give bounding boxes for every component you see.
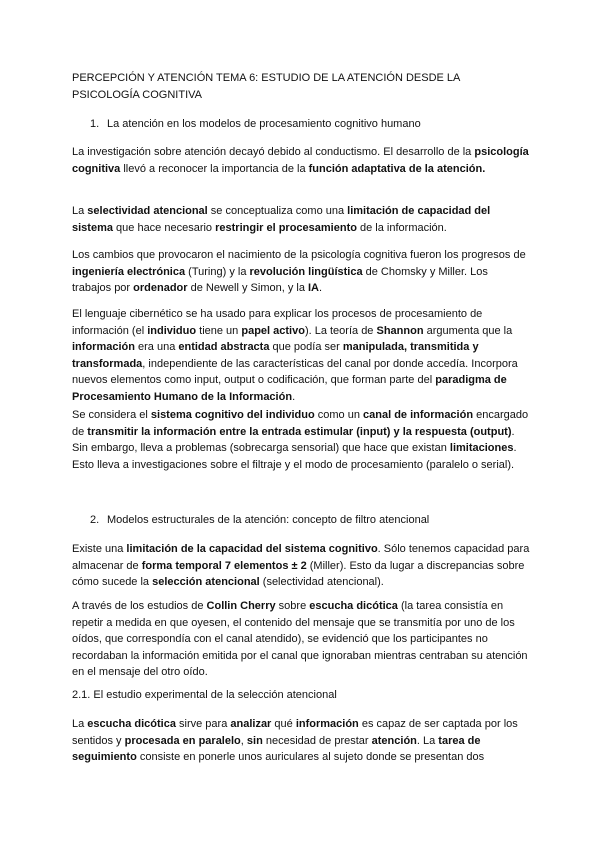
section-heading-2 <box>90 512 548 529</box>
bold-term: paradigma de Procesamiento Humano de la Información <box>72 374 507 403</box>
text-run: Se considera el <box>72 409 151 421</box>
paragraph-1 <box>72 144 530 177</box>
paragraph-5 <box>72 407 530 473</box>
text-run: . <box>319 282 323 295</box>
subsection-heading-2-1: 2.1. El estudio experimental de la selección atencional <box>72 689 337 701</box>
text-run: El lenguaje cibernético se ha usado para explicar los procesos de procesamiento de información (el <box>72 308 483 337</box>
bold-term: papel activo <box>241 324 305 337</box>
text-run: qué <box>271 718 296 730</box>
text-run: como un <box>314 409 364 421</box>
text-run: . Sólo tenemos capacidad para almacenar de <box>72 543 530 572</box>
bold-term: Collin Cherry <box>206 600 276 612</box>
section-number: 1. <box>90 118 100 130</box>
text-run: necesidad de prestar <box>262 734 372 747</box>
paragraph-8 <box>72 716 530 766</box>
section-title: Modelos estructurales de la atención: concepto de filtro atencional <box>107 514 430 526</box>
text-run: era una <box>134 341 179 354</box>
text-run: La investigación sobre atención decayó debido al conductismo. El desarrollo de la <box>72 146 475 158</box>
bold-term: limitación de capacidad del sistema <box>72 205 491 234</box>
text-run: de la información. <box>356 221 447 234</box>
bold-term: limitaciones <box>449 442 514 455</box>
bold-term: canal de información <box>363 409 474 421</box>
paragraph-3 <box>72 247 530 297</box>
text-run: (selectividad atencional). <box>259 576 384 589</box>
bold-term: revolución lingüística <box>249 265 363 278</box>
text-run: es capaz de ser captada por los sentidos y <box>72 718 518 747</box>
text-run: Los cambios que provocaron el nacimiento de la psicología cognitiva fueron los progresos de <box>72 249 526 261</box>
bold-term: IA <box>308 282 319 295</box>
text-run: sirve para <box>175 718 231 730</box>
bold-term: información <box>72 341 135 354</box>
text-run: ). La teoría de <box>304 324 377 337</box>
bold-term: psicología cognitiva <box>72 146 529 175</box>
text-run: A través de los estudios de <box>72 600 207 612</box>
bold-term: escucha dicótica <box>309 600 398 612</box>
section-title: La atención en los modelos de procesamiento cognitivo humano <box>107 118 421 130</box>
text-run: de Newell y Simon, y la <box>187 282 308 295</box>
bold-term: ordenador <box>133 282 188 295</box>
paragraph-6 <box>72 541 530 591</box>
text-run: sobre <box>275 600 310 612</box>
bold-term: información <box>295 718 359 730</box>
text-run: consiste en ponerle unos auriculares al sujeto donde se presentan dos <box>136 751 485 764</box>
bold-term: individuo <box>147 324 197 337</box>
text-run: . La <box>416 734 439 747</box>
text-run: (Miller). Esto da lugar a discrepancias sobre cómo sucede la <box>72 559 525 589</box>
text-run: Existe una <box>72 543 127 555</box>
bold-term: manipulada, transmitida y transformada <box>72 341 479 370</box>
bold-term: tarea de seguimiento <box>72 734 481 764</box>
text-run: se conceptualiza como una <box>207 205 348 217</box>
paragraph-7 <box>72 598 530 681</box>
text-run: encargado de <box>72 409 529 438</box>
bold-term: Shannon <box>376 324 424 337</box>
text-run: , <box>240 734 247 747</box>
bold-term: transmitir la información entre la entrada estimular (input) y la respuesta (output) <box>87 425 512 438</box>
text-run: . <box>292 390 296 403</box>
section-heading-1 <box>90 116 548 133</box>
bold-term: función adaptativa de la atención. <box>308 162 486 175</box>
text-run: que hace necesario <box>112 221 216 234</box>
bold-term: selectividad atencional <box>87 205 208 217</box>
text-run: , independiente de las características del canal por donde accedía. Incorpora nuevos elementos como input, output o codificación, que forman parte del <box>72 357 518 387</box>
text-run: (Turing) y la <box>185 265 250 278</box>
bold-term: sin <box>246 734 263 747</box>
bold-term: atención <box>371 734 417 747</box>
bold-term: procesada en paralelo <box>124 734 241 747</box>
section-number: 2. <box>90 514 100 526</box>
text-run: de Chomsky y Miller. Los trabajos por <box>72 265 488 295</box>
text-run: La <box>72 718 88 730</box>
text-run: argumenta que la <box>423 324 513 337</box>
text-run: que podía ser <box>269 341 343 354</box>
bold-term: escucha dicótica <box>87 718 176 730</box>
bold-term: forma temporal 7 elementos ± 2 <box>141 559 307 572</box>
text-run: llevó a reconocer la importancia de la <box>120 162 309 175</box>
bold-term: selección atencional <box>152 576 260 589</box>
bold-term: sistema cognitivo del individuo <box>150 409 315 421</box>
text-run: (la tarea consistía en repetir a medida en que oyesen, el contenido del mensaje que se transmitía por uno de los oídos, que correspondía con el canal atendido), se evidenció que los participantes no recordaban la información emitida por el canal que ignoraban mientras centraban su atención en el mensaje del otro oído. <box>72 600 528 679</box>
text-run: La <box>72 205 88 217</box>
text-run: . Esto lleva a investigaciones sobre el filtraje y el modo de procesamiento (paralelo o serial). <box>72 442 517 471</box>
paragraph-2 <box>72 203 530 236</box>
paragraph-4 <box>72 306 530 406</box>
bold-term: limitación de la capacidad del sistema cognitivo <box>126 543 378 555</box>
bold-term: analizar <box>230 718 272 730</box>
bold-term: restringir el procesamiento <box>215 221 357 234</box>
bold-term: entidad abstracta <box>178 341 270 354</box>
text-run: . Sin embargo, lleva a problemas (sobrecarga sensorial) que hace que existan <box>72 425 515 455</box>
bold-term: ingeniería electrónica <box>72 265 186 278</box>
text-run: tiene un <box>196 324 242 337</box>
document-title: PERCEPCIÓN Y ATENCIÓN TEMA 6: ESTUDIO DE LA ATENCIÓN DESDE LA PSICOLOGÍA COGNITIVA <box>72 72 460 101</box>
